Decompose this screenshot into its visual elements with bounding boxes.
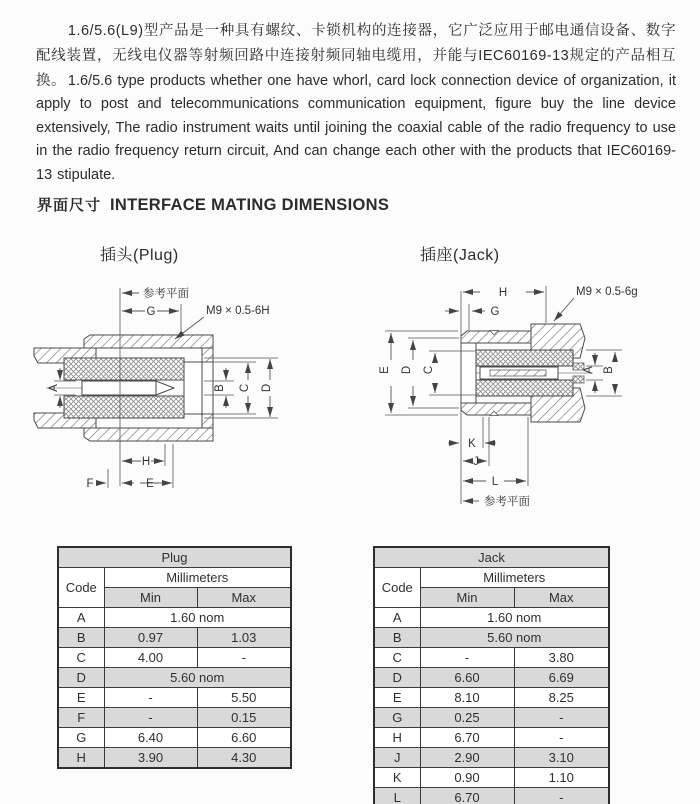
min-header: Min: [420, 588, 514, 608]
min-cell: 2.90: [420, 748, 514, 768]
plug-ref-plane-label: 参考平面: [143, 288, 189, 300]
jack-dim-label-b: B: [603, 366, 615, 374]
plug-dim-label-a: A: [48, 384, 60, 392]
code-cell: E: [374, 688, 420, 708]
plug-dimension-table: [57, 546, 292, 769]
table-header-row: [374, 568, 609, 588]
code-cell: G: [374, 708, 420, 728]
value-cell: 5.60 nom: [104, 668, 291, 688]
plug-dim-label-e: E: [146, 478, 154, 490]
code-header: Code: [374, 568, 420, 608]
code-cell: D: [58, 668, 104, 688]
max-header: Max: [514, 588, 609, 608]
min-cell: -: [420, 648, 514, 668]
plug-dim-label-b: B: [214, 384, 226, 392]
min-cell: -: [104, 708, 197, 728]
jack-thread-label: M9 × 0.5-6g: [576, 286, 638, 298]
value-cell: 1.60 nom: [104, 608, 291, 628]
min-cell: 8.10: [420, 688, 514, 708]
table-title: Jack: [374, 547, 609, 568]
jack-ref-plane-label: 参考平面: [484, 496, 530, 508]
code-cell: J: [374, 748, 420, 768]
code-cell: H: [58, 748, 104, 769]
table-row: [58, 688, 291, 708]
plug-dim-label-c: C: [239, 383, 251, 393]
max-cell: -: [197, 648, 291, 668]
table-row: [374, 728, 609, 748]
jack-dim-label-h: H: [498, 287, 508, 299]
table-row: [374, 748, 609, 768]
code-cell: K: [374, 768, 420, 788]
section-title: [37, 194, 389, 215]
max-cell: 6.69: [514, 668, 609, 688]
min-cell: 6.40: [104, 728, 197, 748]
plug-body-shapes: [34, 335, 213, 441]
code-cell: F: [58, 708, 104, 728]
jack-dimension-table: [373, 546, 610, 804]
min-cell: 0.25: [420, 708, 514, 728]
min-cell: 6.70: [420, 728, 514, 748]
plug-cross-section-drawing: [26, 264, 346, 509]
table-row: [374, 768, 609, 788]
max-cell: 0.15: [197, 708, 291, 728]
table-row: [374, 708, 609, 728]
jack-dim-label-d: D: [401, 365, 413, 375]
max-cell: 3.10: [514, 748, 609, 768]
table-title-row: [374, 547, 609, 568]
unit-header: Millimeters: [104, 568, 291, 588]
min-cell: 6.60: [420, 668, 514, 688]
plug-dim-label-d: D: [261, 383, 273, 393]
table-row: [374, 648, 609, 668]
table-row: [374, 668, 609, 688]
code-cell: B: [374, 628, 420, 648]
min-cell: 0.90: [420, 768, 514, 788]
max-cell: -: [514, 708, 609, 728]
jack-dim-label-j: J: [473, 456, 479, 468]
plug-dim-label-g: G: [146, 306, 156, 318]
min-cell: 6.70: [420, 788, 514, 804]
code-cell: A: [58, 608, 104, 628]
code-cell: C: [374, 648, 420, 668]
code-cell: H: [374, 728, 420, 748]
max-cell: 3.80: [514, 648, 609, 668]
code-cell: G: [58, 728, 104, 748]
jack-body-shapes: [461, 324, 593, 422]
table-row: [58, 668, 291, 688]
max-header: Max: [197, 588, 291, 608]
plug-thread-label: M9 × 0.5-6H: [206, 305, 270, 317]
min-cell: 0.97: [104, 628, 197, 648]
code-cell: B: [58, 628, 104, 648]
jack-dim-label-e: E: [379, 366, 391, 374]
plug-dim-label-h: H: [141, 456, 151, 468]
jack-cross-section-drawing: [368, 264, 688, 514]
table-row: [374, 788, 609, 804]
code-header: Code: [58, 568, 104, 608]
section-title-chinese: 界面尺寸: [37, 197, 102, 214]
code-cell: A: [374, 608, 420, 628]
unit-header: Millimeters: [420, 568, 609, 588]
plug-diagram-caption: 插头(Plug): [100, 247, 179, 264]
table-row: [58, 728, 291, 748]
code-cell: C: [58, 648, 104, 668]
code-cell: L: [374, 788, 420, 804]
table-row: [58, 708, 291, 728]
max-cell: -: [514, 728, 609, 748]
table-row: [374, 628, 609, 648]
min-header: Min: [104, 588, 197, 608]
intro-paragraph-chinese: 1.6/5.6(L9)型产品是一种具有螺纹、卡锁机构的连接器，它广泛应用于邮电通信设备、数字配线装置，无线电仪器等射频回路中连接射频同轴电缆用，并能与IEC60169-13规定的产品相互换。: [36, 22, 676, 89]
max-cell: 1.03: [197, 628, 291, 648]
jack-dim-label-a: A: [583, 366, 595, 374]
intro-paragraph-english: 1.6/5.6 type products whether one have whorl, card lock connection device of organization, it apply to post and telecommunications communication equipment, figure buy the line device extensively, The radio instrument waits until joining the coaxial cable of the radio frequency to use in the radio frequency return circuit, And can change each other with the products that IEC60169-13 stipulate.: [36, 72, 676, 183]
table-row: [374, 608, 609, 628]
table-title: Plug: [58, 547, 291, 568]
jack-dim-label-k: K: [468, 438, 476, 450]
jack-dim-label-l: L: [491, 476, 499, 488]
code-cell: E: [58, 688, 104, 708]
code-cell: D: [374, 668, 420, 688]
table-row: [58, 628, 291, 648]
table-row: [58, 608, 291, 628]
jack-diagram-caption: 插座(Jack): [420, 247, 500, 264]
table-row: [58, 648, 291, 668]
table-title-row: [58, 547, 291, 568]
table-header-row: [58, 568, 291, 588]
max-cell: 8.25: [514, 688, 609, 708]
jack-dim-label-g: G: [490, 306, 500, 318]
max-cell: 1.10: [514, 768, 609, 788]
max-cell: 4.30: [197, 748, 291, 769]
table-row: [374, 688, 609, 708]
max-cell: -: [514, 788, 609, 804]
table-row: [58, 748, 291, 769]
min-cell: 3.90: [104, 748, 197, 769]
max-cell: 6.60: [197, 728, 291, 748]
section-title-english: INTERFACE MATING DIMENSIONS: [110, 196, 390, 214]
plug-dim-label-f: F: [86, 478, 94, 490]
value-cell: 5.60 nom: [420, 628, 609, 648]
max-cell: 5.50: [197, 688, 291, 708]
value-cell: 1.60 nom: [420, 608, 609, 628]
min-cell: 4.00: [104, 648, 197, 668]
jack-dim-label-c: C: [423, 365, 435, 375]
min-cell: -: [104, 688, 197, 708]
